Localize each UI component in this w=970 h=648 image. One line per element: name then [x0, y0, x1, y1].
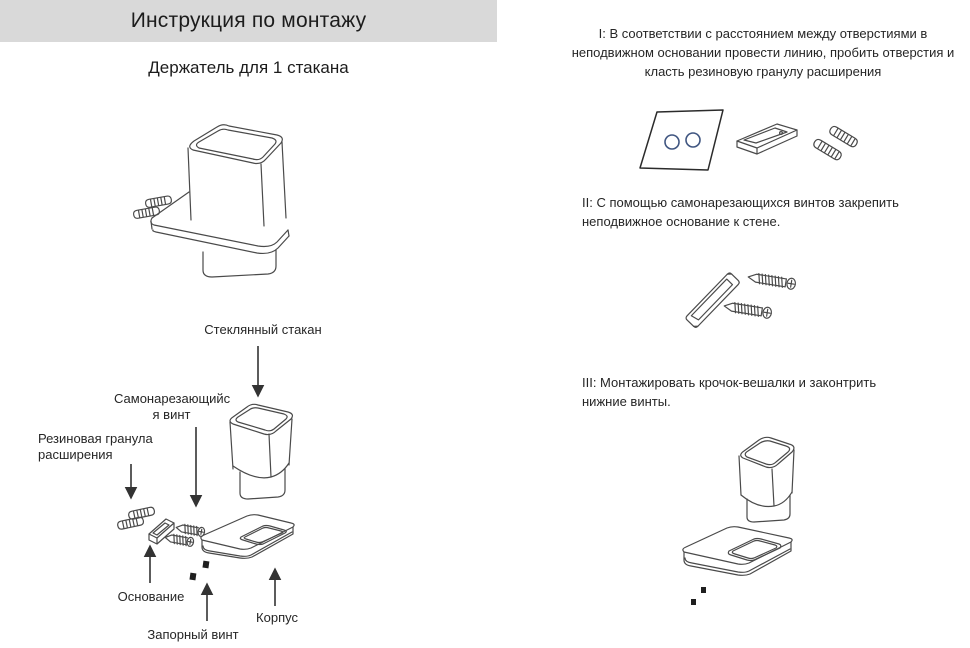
expansion-plug-drawing	[828, 125, 858, 148]
step-3-text: III: Монтажировать крочок-вешалки и законтрить нижние винты.	[582, 375, 877, 409]
label-self-tapping-screw	[114, 391, 229, 423]
product-name: Держатель для 1 стакана	[148, 58, 349, 77]
drill-hole	[686, 133, 700, 147]
step-2-text: II: С помощью самонарезающихся винтов закрепить неподвижное основание к стене.	[582, 195, 899, 229]
assembled-holder-drawing	[125, 112, 335, 297]
holder-body-drawing	[683, 527, 792, 576]
step2-illustration	[665, 240, 845, 340]
glass-cup-drawing	[188, 125, 286, 226]
label-rubber-plug	[38, 431, 163, 463]
step3-illustration	[655, 425, 815, 610]
holder-shelf-drawing	[151, 192, 289, 277]
screw-drawing	[164, 533, 194, 547]
label-locking-screw: Запорный винт	[147, 627, 239, 642]
title-bar	[0, 0, 497, 42]
locking-screw-dot	[701, 587, 706, 593]
step1-illustration	[625, 95, 905, 187]
label-line: я винт	[152, 407, 191, 422]
exploded-diagram	[0, 300, 485, 648]
label-line: Резиновая гранула	[38, 431, 153, 446]
step-1-text: I: В соответствии с расстоянием между отверстиями в неподвижном основании провести линию, пробить отверстия и класть резиновую гранулу расширения	[571, 26, 955, 79]
label-line: расширения	[38, 447, 113, 462]
screw-drawing	[747, 272, 796, 290]
screw-drawing	[175, 523, 205, 537]
wall-plate-drawing	[640, 110, 723, 170]
expansion-plug-drawing	[145, 195, 172, 207]
screw-drawing	[723, 301, 772, 319]
drill-hole	[665, 135, 679, 149]
base-bracket-drawing	[737, 124, 797, 154]
label-base: Основание	[117, 589, 185, 604]
locking-screw-dot	[189, 573, 196, 581]
expansion-plug-drawing	[133, 206, 160, 218]
page-title: Инструкция по монтажу	[130, 9, 367, 32]
glass-cup-drawing	[739, 437, 794, 522]
base-bracket-drawing	[149, 519, 174, 544]
locking-screw-dot	[691, 599, 696, 605]
glass-cup-drawing	[230, 404, 292, 499]
base-bracket-drawing	[685, 272, 740, 328]
label-glass-cup: Стеклянный стакан	[204, 322, 322, 337]
label-line: Самонарезающийс	[114, 391, 231, 406]
locking-screw-dot	[202, 561, 209, 569]
label-body: Корпус	[256, 610, 298, 625]
expansion-plug-drawing	[117, 517, 144, 530]
expansion-plug-drawing	[812, 138, 842, 161]
holder-body-drawing	[201, 515, 294, 559]
